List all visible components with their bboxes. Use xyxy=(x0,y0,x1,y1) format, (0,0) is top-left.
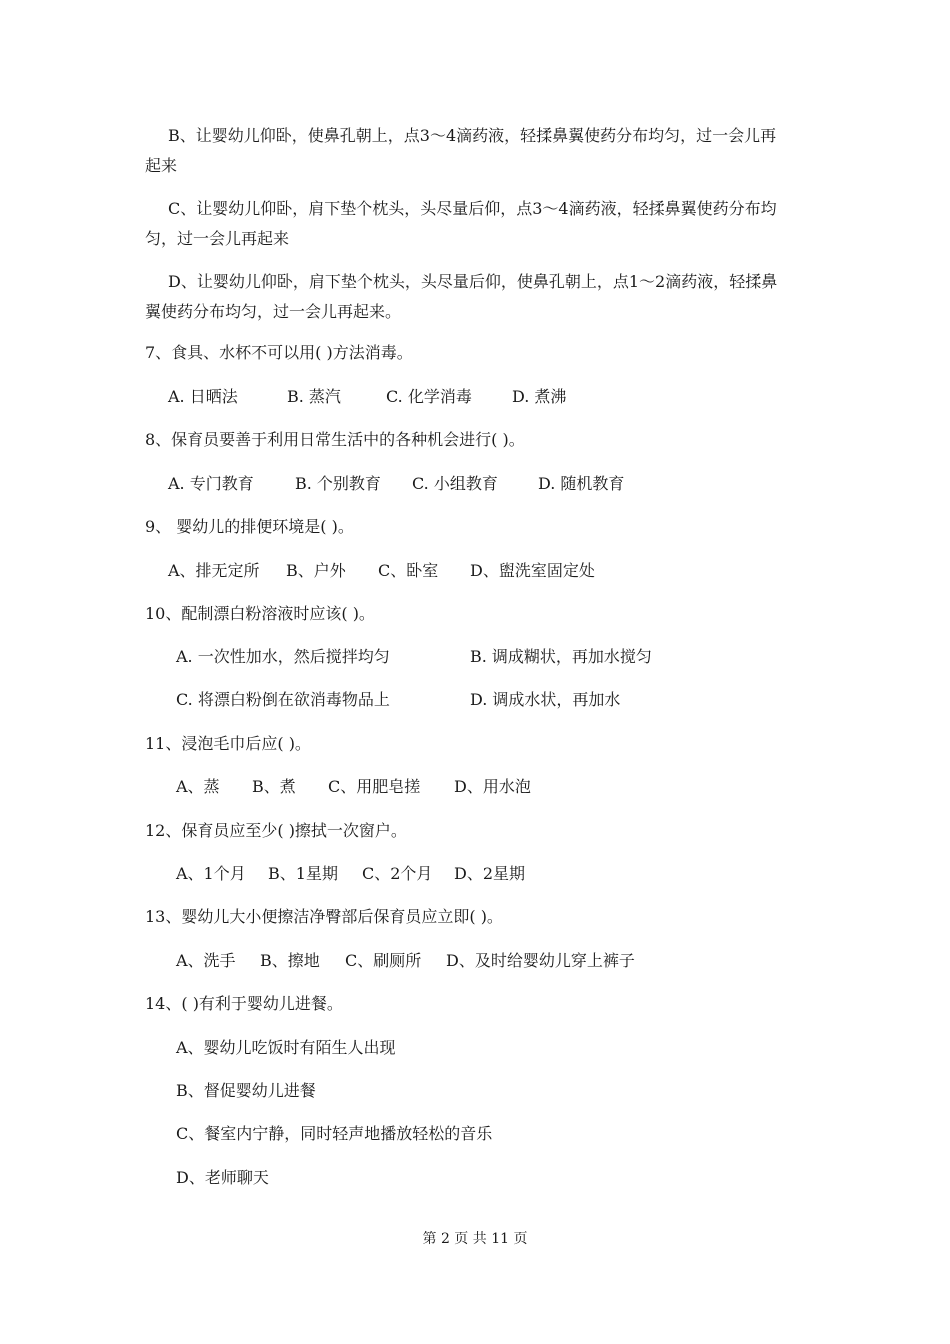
page-number-footer: 第 2 页 共 11 页 xyxy=(422,1231,528,1247)
option: C、2个月 xyxy=(362,864,433,883)
option: C. 小组教育 xyxy=(412,474,498,493)
option: A、1个月 xyxy=(176,864,246,883)
option: D. 调成水状，再加水 xyxy=(470,690,621,709)
option: D. 煮沸 xyxy=(512,387,567,406)
option: D、2星期 xyxy=(454,864,526,883)
option: A. 日晒法 xyxy=(168,387,238,406)
option: D、老师聊天 xyxy=(176,1168,269,1187)
option: B. 调成糊状，再加水搅匀 xyxy=(470,647,652,666)
option: D. 随机教育 xyxy=(538,474,625,493)
option: B、1星期 xyxy=(268,864,338,883)
option: A、洗手 xyxy=(176,951,236,970)
option: C、卧室 xyxy=(378,561,439,580)
option: B、户外 xyxy=(286,561,346,580)
option: B. 蒸汽 xyxy=(287,387,341,406)
option: A、蒸 xyxy=(176,777,220,796)
option: B、擦地 xyxy=(260,951,320,970)
option: C. 将漂白粉倒在欲消毒物品上 xyxy=(176,690,390,709)
option: B、督促婴幼儿进餐 xyxy=(176,1081,316,1100)
option: C、用肥皂搓 xyxy=(328,777,421,796)
option: A、婴幼儿吃饭时有陌生人出现 xyxy=(176,1038,396,1057)
option: C. 化学消毒 xyxy=(386,387,472,406)
option: B、煮 xyxy=(252,777,296,796)
option: A. 专门教育 xyxy=(168,474,254,493)
option: B. 个别教育 xyxy=(295,474,381,493)
option: D、盥洗室固定处 xyxy=(470,561,595,580)
document-page: B、让婴幼儿仰卧，使鼻孔朝上，点3～4滴药液，轻揉鼻翼使药分布均匀，过一会儿再 起来 C、让婴幼儿仰卧，肩下垫个枕头，头尽量后仰，点3～4滴药液，轻揉鼻翼使药分布均 匀，过一会儿再起来 D、让婴幼儿仰卧，肩下垫个枕头，头尽量后仰，使鼻孔朝上，点1～2滴药液，轻揉鼻 翼使药分布均匀，过一会儿再起来。 7、食具、水杯不可以用( )方法消毒。 A. 日晒法 B. 蒸汽 C. 化学消毒 D. 煮沸 8、保育员要善于利用日常生活中的各种机会进行( )。 A. 专门教育 B. 个别教育 C. 小组教育 D. 随机教育 9、 婴幼儿的排便环境是( )。 A、排无定所 B、户外 C、卧室 D、盥洗室固定处 10、配制漂白粉溶液时应该( )。 A. 一次性加水，然后搅拌均匀 B. 调成糊状，再加水搅匀 C. 将漂白粉倒在欲消毒物品上 D. 调成水状，再加水 11、浸泡毛巾后应( )。 A、蒸 B、煮 C、用肥皂搓 D、用水泡 12、保育员应至少( )擦拭一次窗户。 A、1个月 B、1星期 C、2个月 D、2星期 13、婴幼儿大小便擦洁净臀部后保育员应立即( )。 A、洗手 B、擦地 C、刷厕所 D、及时给婴幼儿穿上裤子 14、( )有利于婴幼儿进餐。 A、婴幼儿吃饭时有陌生人出现 B、督促婴幼儿进餐 C、餐室内宁静，同时轻声地播放轻松的音乐 D、老师聊天 第 2 页 共 11 页 xyxy=(0,0,950,1344)
option: A. 一次性加水，然后搅拌均匀 xyxy=(176,647,390,666)
option: D、及时给婴幼儿穿上裤子 xyxy=(446,951,635,970)
option: D、用水泡 xyxy=(454,777,531,796)
option: A、排无定所 xyxy=(168,561,260,580)
option: C、刷厕所 xyxy=(345,951,422,970)
option: C、餐室内宁静，同时轻声地播放轻松的音乐 xyxy=(176,1124,493,1143)
